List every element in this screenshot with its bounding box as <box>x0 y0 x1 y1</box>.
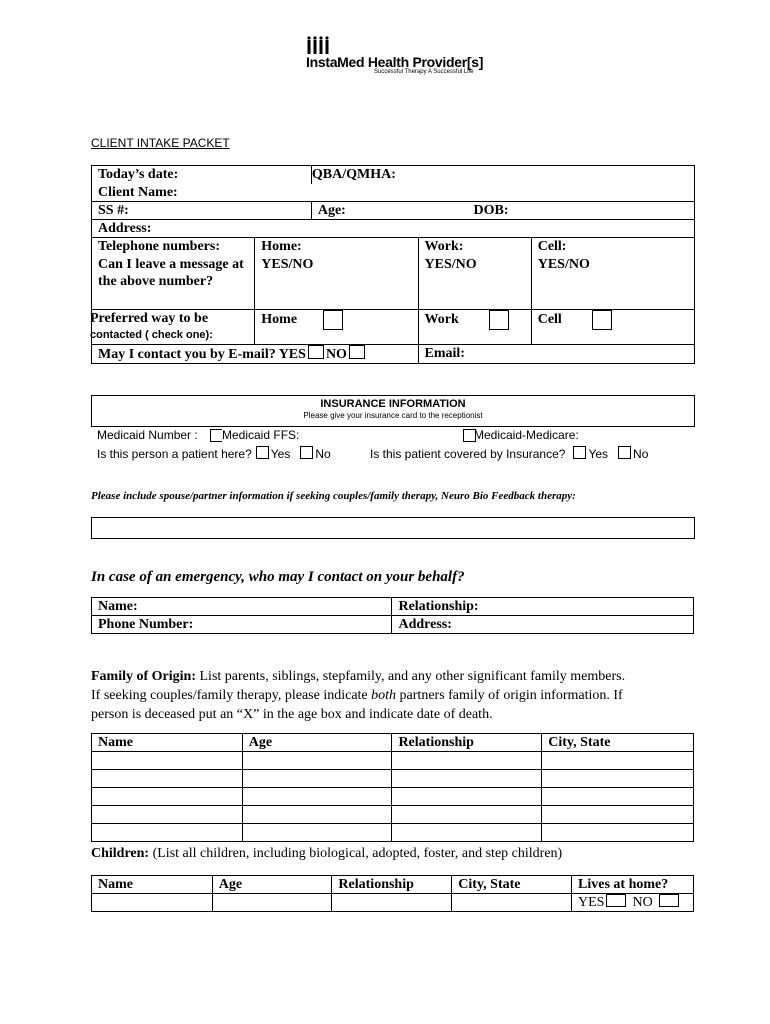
table-row <box>92 824 694 842</box>
spouse-info-field[interactable] <box>91 517 695 539</box>
table-row <box>92 770 694 788</box>
family-of-origin-text: Family of Origin: List parents, siblings, stepfamily, and any other significant family members. If seeking couples/family therapy, please indicate both partners family of origin information. If person is deceased put an “X” in the age box and indicate date of death. <box>91 669 626 722</box>
pref-home-checkbox[interactable] <box>323 310 343 330</box>
children-table <box>91 875 694 912</box>
cell-phone-label: Cell: <box>531 238 694 256</box>
family-table <box>91 733 694 842</box>
family-col-age: Age <box>242 734 392 752</box>
pref-cell-checkbox[interactable] <box>592 310 612 330</box>
lives-home-no-checkbox[interactable] <box>659 894 679 907</box>
patient-here-no-label: No <box>315 447 331 461</box>
spouse-note: Please include spouse/partner information if seeking couples/family therapy, Neuro Bio Feedback therapy: <box>91 490 576 502</box>
medicaid-number-label: Medicaid Number : <box>97 428 198 442</box>
dob-label: DOB: <box>473 203 509 218</box>
home-phone-label: Home: <box>255 238 418 256</box>
todays-date-label: Today’s date: <box>92 166 312 184</box>
emergency-name-label: Name: <box>92 598 392 616</box>
email-no-checkbox[interactable] <box>349 345 365 359</box>
table-row <box>92 894 694 912</box>
telephone-label: Telephone numbers: <box>92 238 255 256</box>
lives-home-no-label: NO <box>632 895 653 910</box>
logo-name: InstaMed Health Provider[s] <box>306 54 484 70</box>
work-phone-label: Work: <box>418 238 531 256</box>
family-col-city-state: City, State <box>542 734 694 752</box>
children-col-age: Age <box>212 876 332 894</box>
covered-no-label: No <box>633 447 649 461</box>
covered-label: Is this patient covered by Insurance? <box>370 447 566 461</box>
table-row <box>92 788 694 806</box>
client-name-label: Client Name: <box>92 184 695 202</box>
work-yes-no[interactable]: YES/NO <box>418 256 531 310</box>
lives-home-yes-label: YES <box>578 895 605 910</box>
logo <box>300 34 484 84</box>
pref-work-label: Work <box>424 312 459 328</box>
emergency-phone-label: Phone Number: <box>92 616 392 634</box>
insurance-section <box>91 395 695 427</box>
client-info-table <box>91 165 695 364</box>
preferred-way-label: Preferred way to be <box>90 311 209 326</box>
pref-home-label: Home <box>261 312 298 328</box>
pref-cell-label: Cell <box>537 312 562 328</box>
logo-tagline: Successful Therapy A Successful Life <box>374 69 474 75</box>
qba-label: QBA/QMHA: <box>311 166 694 184</box>
emergency-relationship-label: Relationship: <box>392 598 694 616</box>
family-label: Family of Origin: <box>91 669 196 684</box>
emergency-table <box>91 597 694 634</box>
lives-home-yes-checkbox[interactable] <box>606 894 626 907</box>
email-label: Email: <box>418 345 694 364</box>
insurance-subtitle: Please give your insurance card to the receptionist <box>303 411 483 420</box>
emergency-heading: In case of an emergency, who may I contact on your behalf? <box>91 569 465 585</box>
children-col-lives-home: Lives at home? <box>572 876 694 894</box>
covered-yes-checkbox[interactable] <box>573 446 586 459</box>
medicaid-ffs-label: Medicaid FFS: <box>222 428 300 442</box>
family-col-relationship: Relationship <box>392 734 542 752</box>
children-col-city-state: City, State <box>452 876 572 894</box>
people-logo-icon <box>306 36 332 54</box>
packet-title: CLIENT INTAKE PACKET <box>91 136 230 150</box>
pref-work-checkbox[interactable] <box>489 310 509 330</box>
children-text: Children: (List all children, including biological, adopted, foster, and step children) <box>91 846 563 861</box>
address-label: Address: <box>92 220 695 238</box>
email-yes-checkbox[interactable] <box>308 345 324 359</box>
table-row <box>92 806 694 824</box>
covered-yes-label: Yes <box>588 447 609 461</box>
patient-here-yes-label: Yes <box>270 447 291 461</box>
age-label: Age: <box>317 203 346 218</box>
children-label: Children: <box>91 846 150 861</box>
table-row <box>92 752 694 770</box>
family-col-name: Name <box>92 734 243 752</box>
insurance-title: INSURANCE INFORMATION <box>320 398 466 410</box>
cell-yes-no[interactable]: YES/NO <box>531 256 694 310</box>
patient-here-label: Is this person a patient here? <box>97 447 252 461</box>
home-yes-no[interactable]: YES/NO <box>255 256 418 310</box>
children-col-relationship: Relationship <box>332 876 452 894</box>
leave-message-label: Can I leave a message at the above number? <box>92 256 255 310</box>
contacted-check-label: contacted ( check one): <box>90 329 213 341</box>
patient-here-no-checkbox[interactable] <box>300 446 313 459</box>
covered-no-checkbox[interactable] <box>618 446 631 459</box>
email-question-label: May I contact you by E-mail? YES <box>98 347 306 362</box>
children-col-name: Name <box>92 876 213 894</box>
medicaid-medicare-label: Medicaid-Medicare: <box>474 428 579 442</box>
ss-label: SS #: <box>92 202 312 220</box>
email-no-label: NO <box>325 347 347 362</box>
patient-here-yes-checkbox[interactable] <box>256 446 269 459</box>
emergency-address-label: Address: <box>392 616 694 634</box>
